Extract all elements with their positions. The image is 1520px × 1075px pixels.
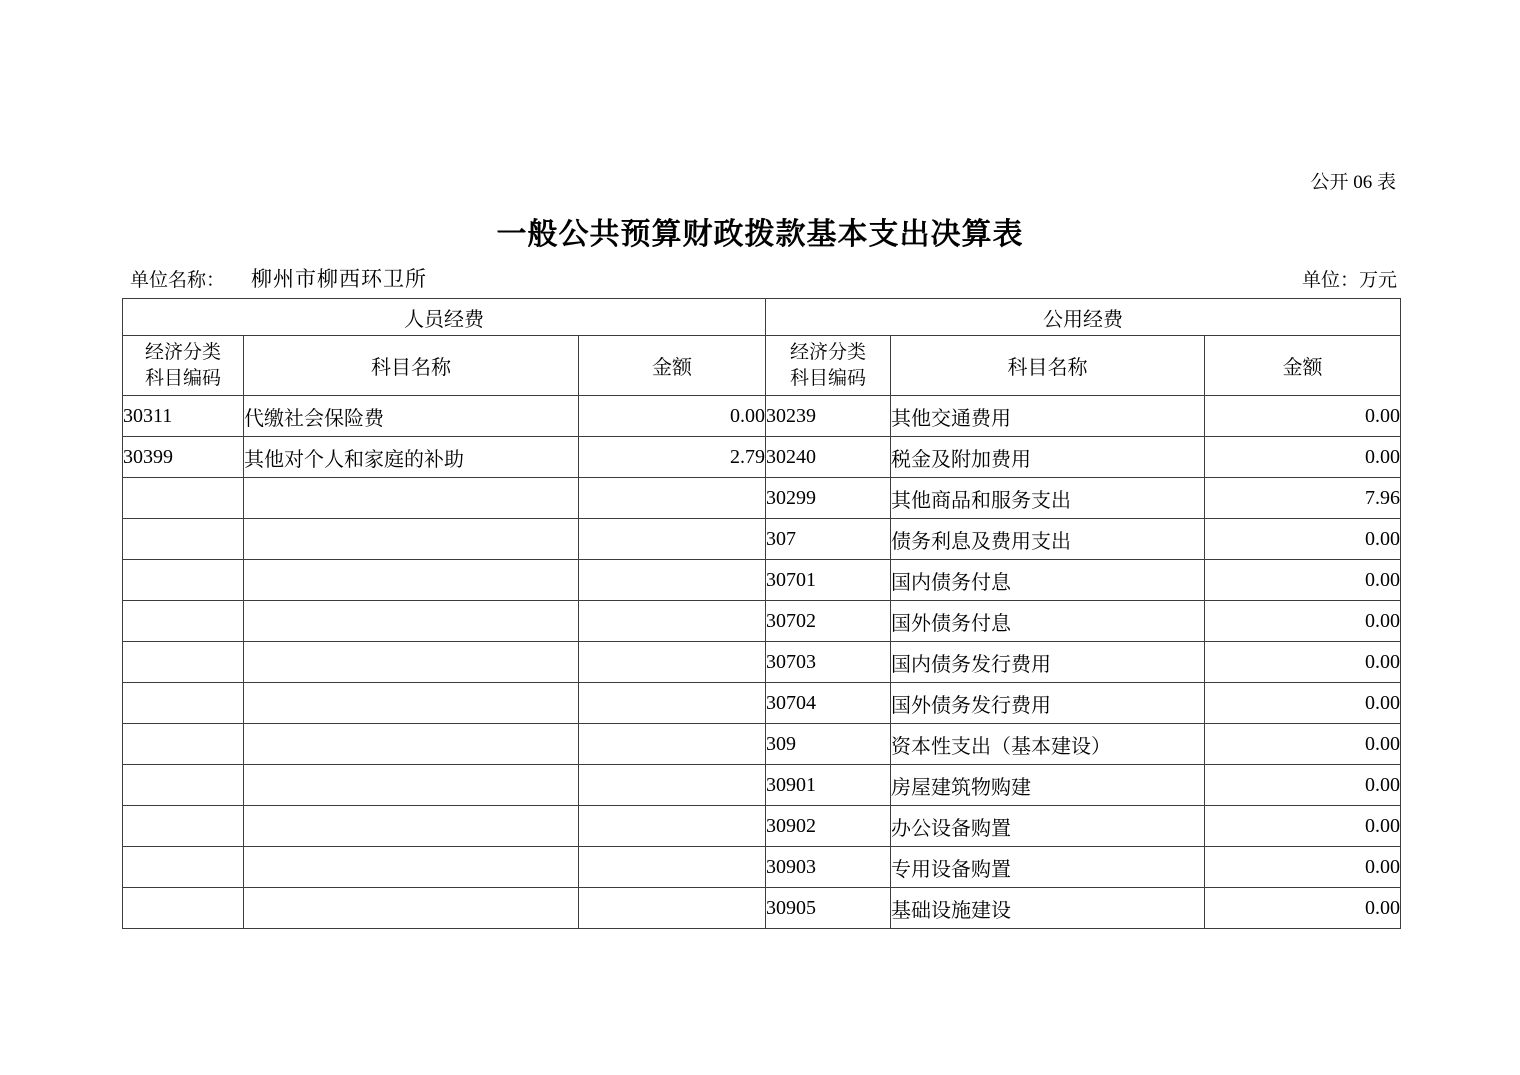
left-amount-cell bbox=[579, 560, 766, 601]
right-amount-cell: 0.00 bbox=[1205, 601, 1401, 642]
unit-name-value: 柳州市柳西环卫所 bbox=[251, 267, 428, 291]
left-code-cell bbox=[123, 683, 244, 724]
left-code-column-header: 经济分类 科目编码 bbox=[123, 336, 244, 396]
right-code-cell: 30704 bbox=[766, 683, 891, 724]
left-code-cell bbox=[123, 888, 244, 929]
left-name-cell bbox=[244, 519, 579, 560]
left-amount-cell bbox=[579, 765, 766, 806]
meta-row bbox=[130, 263, 1397, 293]
right-name-cell: 资本性支出（基本建设） bbox=[891, 724, 1205, 765]
right-amount-cell: 0.00 bbox=[1205, 437, 1401, 478]
table-row bbox=[123, 478, 1401, 519]
right-name-column-header: 科目名称 bbox=[891, 336, 1205, 396]
right-code-cell: 30901 bbox=[766, 765, 891, 806]
left-code-cell: 30399 bbox=[123, 437, 244, 478]
left-amount-cell: 2.79 bbox=[579, 437, 766, 478]
left-name-cell: 其他对个人和家庭的补助 bbox=[244, 437, 579, 478]
table-row bbox=[123, 683, 1401, 724]
left-code-cell bbox=[123, 765, 244, 806]
right-code-cell: 30702 bbox=[766, 601, 891, 642]
left-code-cell bbox=[123, 847, 244, 888]
left-name-cell bbox=[244, 806, 579, 847]
left-section-header: 人员经费 bbox=[123, 299, 766, 336]
table-row bbox=[123, 847, 1401, 888]
left-code-cell: 30311 bbox=[123, 396, 244, 437]
right-code-column-header: 经济分类 科目编码 bbox=[766, 336, 891, 396]
expenditure-table bbox=[122, 298, 1401, 929]
left-code-cell bbox=[123, 560, 244, 601]
right-code-cell: 307 bbox=[766, 519, 891, 560]
table-row bbox=[123, 519, 1401, 560]
left-amount-cell bbox=[579, 601, 766, 642]
right-code-cell: 30902 bbox=[766, 806, 891, 847]
right-amount-cell: 0.00 bbox=[1205, 765, 1401, 806]
right-amount-cell: 0.00 bbox=[1205, 847, 1401, 888]
left-code-cell bbox=[123, 642, 244, 683]
right-name-cell: 其他交通费用 bbox=[891, 396, 1205, 437]
right-code-cell: 30903 bbox=[766, 847, 891, 888]
table-row bbox=[123, 642, 1401, 683]
left-name-cell bbox=[244, 478, 579, 519]
left-code-cell bbox=[123, 601, 244, 642]
left-name-cell bbox=[244, 847, 579, 888]
left-amount-cell bbox=[579, 519, 766, 560]
right-amount-cell: 0.00 bbox=[1205, 888, 1401, 929]
right-name-cell: 国外债务付息 bbox=[891, 601, 1205, 642]
right-code-cell: 309 bbox=[766, 724, 891, 765]
right-amount-column-header: 金额 bbox=[1205, 336, 1401, 396]
left-amount-column-header: 金额 bbox=[579, 336, 766, 396]
right-code-cell: 30703 bbox=[766, 642, 891, 683]
left-name-cell bbox=[244, 560, 579, 601]
right-code-cell: 30240 bbox=[766, 437, 891, 478]
left-code-cell bbox=[123, 519, 244, 560]
form-code-label: 公开 06 表 bbox=[1310, 172, 1396, 193]
right-name-cell: 基础设施建设 bbox=[891, 888, 1205, 929]
right-amount-cell: 0.00 bbox=[1205, 642, 1401, 683]
left-name-cell bbox=[244, 888, 579, 929]
right-name-cell: 国内债务付息 bbox=[891, 560, 1205, 601]
page-title: 一般公共预算财政拨款基本支出决算表 bbox=[496, 218, 1024, 251]
left-code-cell bbox=[123, 806, 244, 847]
left-amount-cell bbox=[579, 683, 766, 724]
left-amount-cell bbox=[579, 478, 766, 519]
right-amount-cell: 0.00 bbox=[1205, 724, 1401, 765]
currency-unit-label: 单位：万元 bbox=[1301, 270, 1397, 291]
table-row bbox=[123, 437, 1401, 478]
right-name-cell: 其他商品和服务支出 bbox=[891, 478, 1205, 519]
left-name-cell bbox=[244, 601, 579, 642]
right-name-cell: 办公设备购置 bbox=[891, 806, 1205, 847]
table-row bbox=[123, 724, 1401, 765]
unit-name bbox=[130, 263, 427, 293]
left-name-cell bbox=[244, 765, 579, 806]
right-amount-cell: 0.00 bbox=[1205, 519, 1401, 560]
left-amount-cell: 0.00 bbox=[579, 396, 766, 437]
right-section-header: 公用经费 bbox=[766, 299, 1401, 336]
left-code-cell bbox=[123, 724, 244, 765]
left-amount-cell bbox=[579, 847, 766, 888]
unit-name-label: 单位名称： bbox=[130, 270, 226, 291]
table-row bbox=[123, 806, 1401, 847]
table-row bbox=[123, 765, 1401, 806]
left-amount-cell bbox=[579, 806, 766, 847]
left-amount-cell bbox=[579, 642, 766, 683]
right-code-cell: 30299 bbox=[766, 478, 891, 519]
table-row bbox=[123, 560, 1401, 601]
left-amount-cell bbox=[579, 888, 766, 929]
table-row bbox=[123, 888, 1401, 929]
right-amount-cell: 0.00 bbox=[1205, 683, 1401, 724]
right-name-cell: 债务利息及费用支出 bbox=[891, 519, 1205, 560]
left-name-cell bbox=[244, 683, 579, 724]
left-name-column-header: 科目名称 bbox=[244, 336, 579, 396]
table-row bbox=[123, 601, 1401, 642]
right-name-cell: 税金及附加费用 bbox=[891, 437, 1205, 478]
right-name-cell: 国外债务发行费用 bbox=[891, 683, 1205, 724]
left-amount-cell bbox=[579, 724, 766, 765]
left-code-cell bbox=[123, 478, 244, 519]
right-name-cell: 专用设备购置 bbox=[891, 847, 1205, 888]
right-code-cell: 30701 bbox=[766, 560, 891, 601]
right-amount-cell: 7.96 bbox=[1205, 478, 1401, 519]
left-name-cell: 代缴社会保险费 bbox=[244, 396, 579, 437]
right-amount-cell: 0.00 bbox=[1205, 806, 1401, 847]
left-name-cell bbox=[244, 642, 579, 683]
right-amount-cell: 0.00 bbox=[1205, 560, 1401, 601]
right-code-cell: 30905 bbox=[766, 888, 891, 929]
table-row bbox=[123, 396, 1401, 437]
left-name-cell bbox=[244, 724, 579, 765]
column-header-row bbox=[123, 336, 1401, 396]
right-name-cell: 房屋建筑物购建 bbox=[891, 765, 1205, 806]
section-header-row bbox=[123, 299, 1401, 336]
right-name-cell: 国内债务发行费用 bbox=[891, 642, 1205, 683]
right-amount-cell: 0.00 bbox=[1205, 396, 1401, 437]
right-code-cell: 30239 bbox=[766, 396, 891, 437]
